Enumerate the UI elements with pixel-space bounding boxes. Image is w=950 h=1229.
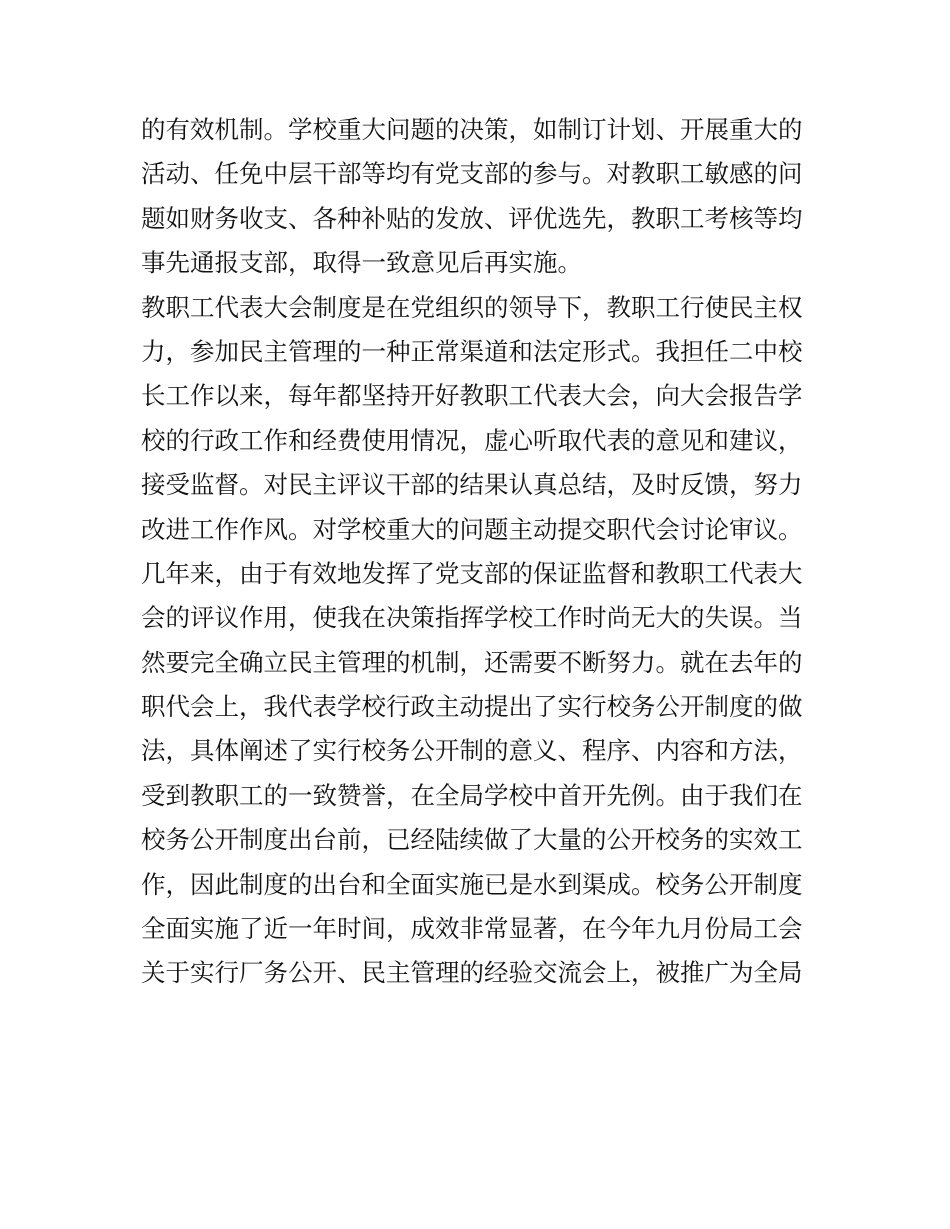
text-line: 的有效机制。学校重大问题的决策，如制订计划、开展重大的 [141, 115, 803, 144]
text-line: 作，因此制度的出台和全面实施已是水到渠成。校务公开制度 [141, 869, 803, 899]
text-line: 长工作以来，每年都坚持开好教职工代表大会，向大会报告学 [141, 381, 803, 411]
text-line: 力，参加民主管理的一种正常渠道和法定形式。我担任二中校 [141, 336, 803, 366]
text-line: 几年来，由于有效地发挥了党支部的保证监督和教职工代表大 [141, 558, 803, 588]
text-line: 会的评议作用，使我在决策指挥学校工作时尚无大的失误。当 [141, 603, 803, 633]
text-line: 活动、任免中层干部等均有党支部的参与。对教职工敏感的问 [141, 159, 803, 189]
text-line: 全面实施了近一年时间，成效非常显著，在今年九月份局工会 [141, 914, 803, 944]
text-line: 然要完全确立民主管理的机制，还需要不断努力。就在去年的 [141, 647, 803, 677]
text-line: 职代会上，我代表学校行政主动提出了实行校务公开制度的做 [141, 692, 803, 722]
text-line: 校的行政工作和经费使用情况，虚心听取代表的意见和建议， [141, 425, 803, 455]
text-line: 受到教职工的一致赞誉，在全局学校中首开先例。由于我们在 [141, 780, 803, 810]
text-line: 校务公开制度出台前，已经陆续做了大量的公开校务的实效工 [141, 825, 803, 855]
body-text [141, 108, 811, 996]
text-line: 接受监督。对民主评议干部的结果认真总结，及时反馈，努力 [141, 470, 803, 500]
text-line: 事先通报支部，取得一致意见后再实施。 [141, 248, 582, 278]
text-line: 法，具体阐述了实行校务公开制的意义、程序、内容和方法， [141, 736, 803, 766]
text-line: 教职工代表大会制度是在党组织的领导下，教职工行使民主权 [141, 292, 803, 322]
text-line: 关于实行厂务公开、民主管理的经验交流会上，被推广为全局 [141, 958, 803, 988]
text-line: 题如财务收支、各种补贴的发放、评优选先，教职工考核等均 [141, 203, 803, 233]
text-line: 改进工作作风。对学校重大的问题主动提交职代会讨论审议。 [141, 514, 803, 544]
